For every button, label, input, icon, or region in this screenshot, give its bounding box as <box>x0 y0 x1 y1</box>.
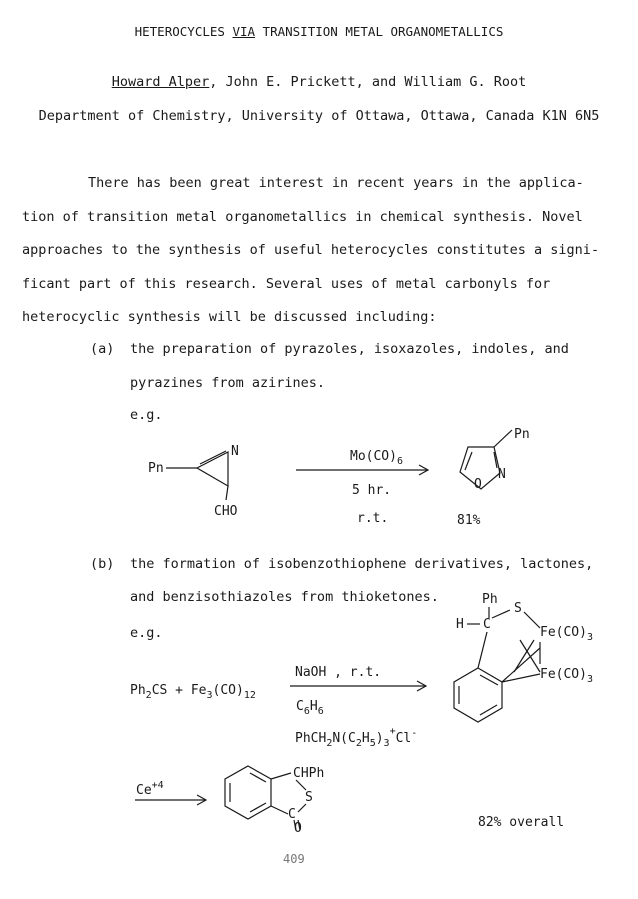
product-s-label: S <box>305 790 313 805</box>
corresponding-author: Howard Alper <box>111 74 210 90</box>
item-b-text-1: the formation of isobenzothiophene derivatives, lactones, <box>130 556 594 572</box>
body-line-1: There has been great interest in recent years in the applica- <box>88 175 584 191</box>
condition-benzene: $C_6H_6$ <box>296 699 324 717</box>
body-line-2: tion of transition metal organometallics in chemical synthesis. Novel <box>22 209 583 225</box>
complex-s-label: S <box>514 601 522 616</box>
complex-h-label: H <box>456 617 464 632</box>
item-b-text-2: and benzisothiazoles from thioketones. <box>130 589 439 605</box>
reaction-temp: r.t. <box>357 511 389 526</box>
reagent-moco: $Mo(CO)_6$ <box>350 449 403 467</box>
product-benzene-ring <box>225 766 271 819</box>
complex-cs-bond <box>492 610 510 618</box>
complex-fe1-label: $Fe(CO)_3$ <box>540 625 593 643</box>
product-o-label: O <box>474 477 482 492</box>
reactant-pn-label: Pn <box>148 461 164 476</box>
condition-naoh: NaOH , r.t. <box>295 665 382 680</box>
complex-ring-double-3 <box>480 705 497 715</box>
complex-benzene-ring <box>454 668 502 722</box>
product-chph-bond <box>271 773 291 779</box>
complex-s-fe-bond <box>524 612 540 628</box>
affiliation: Department of Chemistry, University of Ottawa, Ottawa, Canada K1N 6N5 <box>38 108 600 124</box>
complex-ph-label: Ph <box>482 592 498 607</box>
complex-fe2-label: $Fe(CO)_3$ <box>540 667 593 685</box>
condition-ptc: $PhCH_2N(C_2H_5)_3^+Cl^-$ <box>295 726 418 749</box>
product-s-c-bond <box>298 804 306 812</box>
product-c-label: C <box>288 807 296 822</box>
yield-b: 82% overall <box>478 815 565 830</box>
reactants-b: $Ph_2CS + Fe_3(CO)_{12}$ <box>130 683 256 701</box>
co-authors: , John E. Prickett, and William G. Root <box>209 74 527 90</box>
yield-a: 81% <box>457 513 481 528</box>
reactant-cho-label: CHO <box>214 504 238 519</box>
complex-ring-double-1 <box>480 675 498 685</box>
item-a-text-2: pyrazines from azirines. <box>130 375 326 391</box>
complex-ring-c-bond <box>478 632 487 668</box>
azirine-n-label: N <box>231 444 239 459</box>
product-ch-s-bond <box>296 780 306 790</box>
body-line-3: approaches to the synthesis of useful heterocycles constitutes a signi- <box>22 242 600 258</box>
item-b-label: (b) <box>90 556 115 572</box>
title-via: VIA <box>232 24 256 39</box>
item-a-text-1: the preparation of pyrazoles, isoxazoles, indoles, and <box>130 341 569 357</box>
product-ring-c-bond <box>271 806 288 814</box>
oxidant-ce: $Ce^{+4}$ <box>136 780 164 798</box>
page-number: 409 <box>283 852 305 866</box>
product-chph-label: CHPh <box>293 766 325 781</box>
complex-c-label: C <box>483 617 491 632</box>
item-a-label: (a) <box>90 341 115 357</box>
product-pn-label: Pn <box>514 427 530 442</box>
product-o-label: O <box>294 821 302 836</box>
complex-ring-fe-bond-2 <box>502 674 540 682</box>
complex-ring-fe-bond-1 <box>502 648 540 682</box>
item-a-eg: e.g. <box>130 407 163 423</box>
body-line-4: ficant part of this research. Several uses of metal carbonyls for <box>22 276 551 292</box>
product-n-label: N <box>498 467 506 482</box>
item-b-eg: e.g. <box>130 625 163 641</box>
paper-title: HETEROCYCLES VIA TRANSITION METAL ORGANOMETALLICS <box>134 24 504 39</box>
body-line-5: heterocyclic synthesis will be discussed including: <box>22 309 437 325</box>
complex-bridge-1 <box>520 640 540 672</box>
reaction-time: 5 hr. <box>352 483 392 498</box>
